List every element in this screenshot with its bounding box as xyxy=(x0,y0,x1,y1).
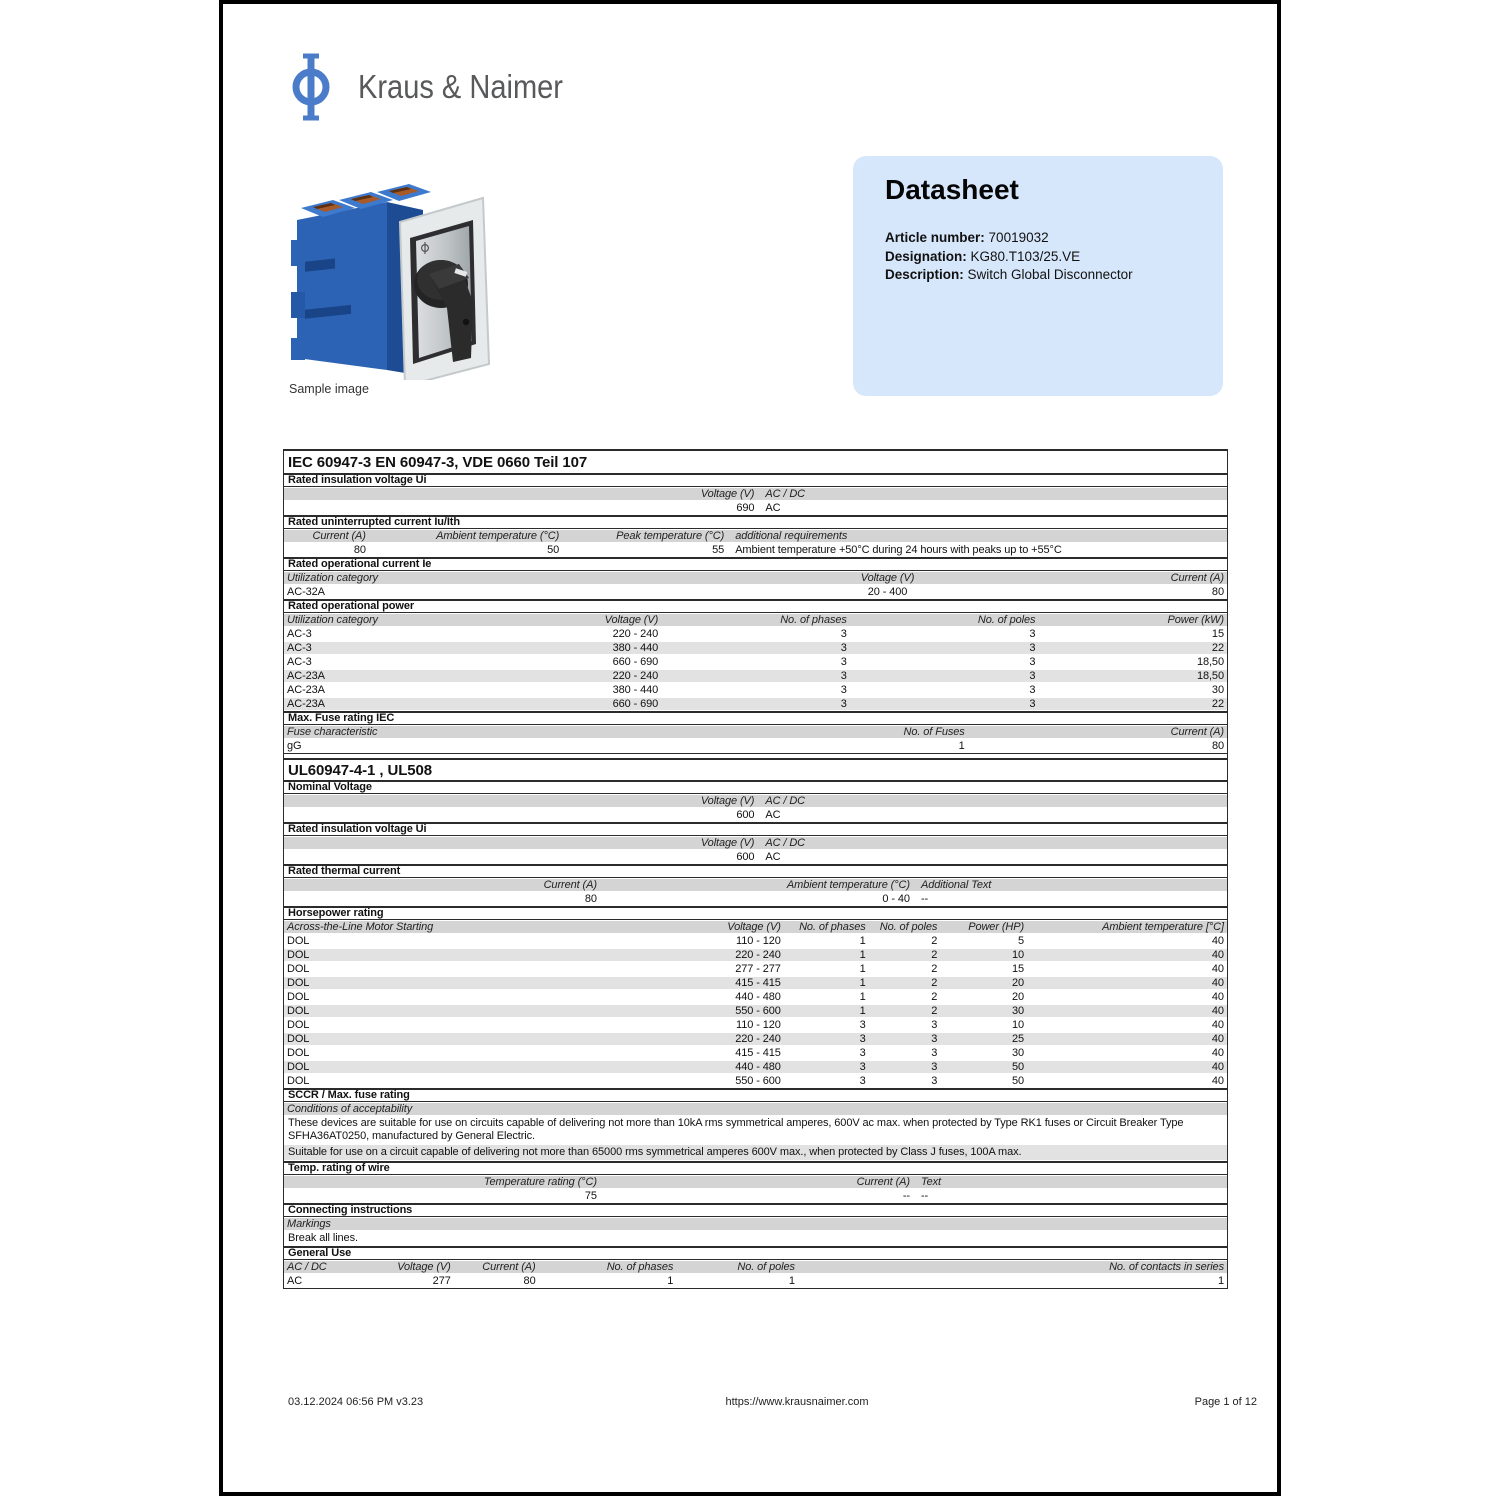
table-cell: Ambient temperature (°C) xyxy=(786,879,910,891)
table-row-head: Rated operational power xyxy=(284,599,1227,613)
table-cell: 2 xyxy=(931,963,938,975)
table-cell: 40 xyxy=(1211,1019,1224,1031)
footer-page-number: Page 1 of 12 xyxy=(1194,1396,1257,1408)
table-cell: Utilization category xyxy=(287,614,378,626)
table-cell: Current (A) xyxy=(543,879,597,891)
table-cell: 18,50 xyxy=(1196,656,1224,668)
brand-logo xyxy=(290,52,591,122)
table-cell: 75 xyxy=(584,1190,597,1202)
table-cell: AC / DC xyxy=(765,837,806,849)
table-cell: Power (kW) xyxy=(1167,614,1224,626)
table-cell: 3 xyxy=(859,1019,866,1031)
table-cell: Voltage (V) xyxy=(700,488,755,500)
table-cell: No. of phases xyxy=(799,921,866,933)
article-number-row xyxy=(885,229,1133,248)
table-cell: -- xyxy=(920,893,929,905)
table-row-cols xyxy=(284,613,1227,627)
table-cell: No. of phases xyxy=(780,614,847,626)
table-row-head: Rated insulation voltage Ui xyxy=(284,473,1227,487)
table-cell: DOL xyxy=(287,1033,310,1045)
table-cell: 40 xyxy=(1211,1033,1224,1045)
table-cell: 220 - 240 xyxy=(735,949,781,961)
table-cell: 40 xyxy=(1211,1061,1224,1073)
table-cell: Voltage (V) xyxy=(727,921,781,933)
table-cell: 3 xyxy=(1029,684,1036,696)
article-number-label: Article number: xyxy=(885,230,985,245)
table-cell: 20 xyxy=(1012,991,1025,1003)
table-cell: 3 xyxy=(931,1075,938,1087)
table-cell: 15 xyxy=(1012,963,1025,975)
footer-date: 03.12.2024 06:56 PM v3.23 xyxy=(288,1396,424,1408)
table-cell: Peak temperature (°C) xyxy=(616,530,725,542)
table-row-title: UL60947-4-1 , UL508 xyxy=(284,758,1227,780)
table-cell: DOL xyxy=(287,1005,310,1017)
table-cell: 440 - 480 xyxy=(735,991,781,1003)
table-cell: 600 xyxy=(736,851,755,863)
table-row-data xyxy=(284,1018,1227,1032)
table-cell: Across-the-Line Motor Starting xyxy=(287,921,434,933)
description-value: Switch Global Disconnector xyxy=(967,267,1133,282)
table-row-cols xyxy=(284,571,1227,585)
table-cell: DOL xyxy=(287,1047,310,1059)
table-row-cols xyxy=(284,725,1227,739)
table-cell: AC-23A xyxy=(287,698,325,710)
designation-value: KG80.T103/25.VE xyxy=(970,248,1081,264)
table-cell: 40 xyxy=(1211,977,1224,989)
description-row xyxy=(885,266,1133,285)
table-cell: 220 - 240 xyxy=(735,1033,781,1045)
table-cell: DOL xyxy=(287,1075,310,1087)
table-row-data xyxy=(284,976,1227,990)
table-cell: 277 - 277 xyxy=(735,963,781,975)
table-cell: 3 xyxy=(840,628,847,640)
table-cell: 110 - 120 xyxy=(736,1019,781,1031)
page-footer xyxy=(223,1396,1277,1412)
table-row-data xyxy=(284,627,1227,641)
table-cell: 2 xyxy=(931,977,938,989)
table-row-cols xyxy=(284,794,1227,808)
table-cell: 3 xyxy=(859,1033,866,1045)
table-cell: AC-3 xyxy=(287,642,312,654)
table-cell: 690 xyxy=(736,502,755,514)
table-cell: 660 - 690 xyxy=(612,656,659,668)
table-row-data xyxy=(284,697,1227,711)
table-cell: 0 - 40 xyxy=(882,893,910,905)
table-cell: 30 xyxy=(1012,1047,1025,1059)
table-cell: AC-23A xyxy=(287,684,325,696)
table-cell: DOL xyxy=(287,963,310,975)
table-cell: 40 xyxy=(1211,935,1224,947)
table-cell: 440 - 480 xyxy=(735,1061,781,1073)
table-cell: 40 xyxy=(1211,949,1224,961)
table-cell: Current (A) xyxy=(482,1261,536,1273)
table-cell: 80 xyxy=(523,1275,536,1287)
table-row-head: Rated thermal current xyxy=(284,864,1227,878)
datasheet-title: Datasheet xyxy=(885,174,1019,205)
table-cell: 40 xyxy=(1211,1005,1224,1017)
table-cell: -- xyxy=(902,1190,910,1202)
table-cell: 2 xyxy=(931,935,938,947)
table-cell: Current (A) xyxy=(1170,726,1224,738)
table-cell: 1 xyxy=(788,1275,795,1287)
table-cell: 18,50 xyxy=(1196,670,1224,682)
footer-url: https://www.krausnaimer.com xyxy=(725,1396,869,1408)
table-row-data xyxy=(284,1189,1227,1203)
page xyxy=(219,0,1281,1496)
table-cell: AC-23A xyxy=(287,670,325,682)
table-cell: DOL xyxy=(287,991,310,1003)
table-cell: 55 xyxy=(712,544,725,556)
table-cell: 30 xyxy=(1211,684,1224,696)
table-row-head: Rated uninterrupted current Iu/Ith xyxy=(284,515,1227,529)
product-image xyxy=(283,162,497,380)
table-cell: 40 xyxy=(1211,963,1224,975)
table-row-data xyxy=(284,850,1227,864)
article-number-value: 70019032 xyxy=(988,230,1049,245)
table-cell: AC-3 xyxy=(287,656,312,668)
table-cell: 550 - 600 xyxy=(735,1075,781,1087)
table-cell: Voltage (V) xyxy=(397,1261,451,1273)
table-cell: Current (A) xyxy=(1170,572,1224,584)
table-cell: 80 xyxy=(584,893,597,905)
table-cell: 15 xyxy=(1211,628,1224,640)
table-cell: Voltage (V) xyxy=(700,837,755,849)
table-cell: Current (A) xyxy=(312,530,366,542)
table-row-cols xyxy=(284,529,1227,543)
table-cell: 1 xyxy=(859,949,866,961)
table-row-cols xyxy=(284,836,1227,850)
sample-image-caption: Sample image xyxy=(289,382,369,396)
table-row-data xyxy=(284,1060,1227,1074)
table-cell: No. of contacts in series xyxy=(1109,1261,1224,1273)
table-cell: 220 - 240 xyxy=(612,670,659,682)
table-row-data xyxy=(284,808,1227,822)
table-row-head: Nominal Voltage xyxy=(284,780,1227,794)
table-row-title: IEC 60947-3 EN 60947-3, VDE 0660 Teil 107 xyxy=(288,453,588,471)
table-row-cols xyxy=(284,920,1227,934)
table-cell: 80 xyxy=(1211,740,1224,752)
datasheet-fields xyxy=(885,229,1133,285)
table-cell: 3 xyxy=(931,1061,938,1073)
table-row-head: Max. Fuse rating IEC xyxy=(284,711,1227,725)
table-cell: AC / DC xyxy=(765,795,806,807)
table-cell: 3 xyxy=(1029,670,1036,682)
table-cell: 40 xyxy=(1211,1047,1224,1059)
table-cell: 3 xyxy=(931,1019,938,1031)
table-cell: Current (A) xyxy=(856,1176,910,1188)
table-cell: 5 xyxy=(1018,935,1025,947)
table-cell: 3 xyxy=(931,1047,938,1059)
table-cell: No. of poles xyxy=(879,921,938,933)
table-cell: 220 - 240 xyxy=(612,628,659,640)
table-cell: 1 xyxy=(859,963,866,975)
table-row-data xyxy=(284,934,1227,948)
table-row-cols xyxy=(284,1260,1227,1274)
table-row-head: Rated operational current Ie xyxy=(284,557,1227,571)
table-cell: AC xyxy=(765,851,781,863)
table-cell: 50 xyxy=(1012,1061,1025,1073)
table-row-data xyxy=(284,641,1227,655)
table-row-text: Break all lines. xyxy=(288,1232,358,1244)
table-cell: 415 - 415 xyxy=(735,1047,781,1059)
table-cell: AC xyxy=(765,502,781,514)
datasheet-panel xyxy=(853,156,1223,396)
table-cell: 80 xyxy=(1211,586,1224,598)
table-cell: 1 xyxy=(859,977,866,989)
phi-logo-icon xyxy=(290,52,332,122)
table-cell: 2 xyxy=(931,949,938,961)
table-row-data xyxy=(284,669,1227,683)
table-row-data xyxy=(284,585,1227,599)
table-cell: 22 xyxy=(1211,698,1224,710)
table-cell: additional requirements xyxy=(735,530,848,542)
table-cell: DOL xyxy=(287,977,310,989)
table-row-data xyxy=(284,1004,1227,1018)
table-cell: Ambient temperature +50°C during 24 hours with peaks up to +55°C xyxy=(735,544,1062,556)
table-cell: AC xyxy=(765,809,781,821)
table-cell: AC xyxy=(287,1275,303,1287)
table-cell: 380 - 440 xyxy=(612,642,659,654)
table-cell: 3 xyxy=(859,1075,866,1087)
table-row-cols xyxy=(284,1217,1227,1231)
table-cell: 3 xyxy=(1029,656,1036,668)
table-cell: Conditions of acceptability xyxy=(287,1103,413,1115)
table-cell: 3 xyxy=(840,684,847,696)
table-cell: Additional Text xyxy=(920,879,992,891)
table-cell: 110 - 120 xyxy=(736,935,781,947)
table-cell: No. of phases xyxy=(606,1261,674,1273)
table-row-head: General Use xyxy=(284,1246,1227,1260)
table-cell: 80 xyxy=(353,544,366,556)
brand-name: Kraus & Naimer xyxy=(358,68,563,105)
description-label: Description: xyxy=(885,267,964,282)
table-row-data xyxy=(284,1046,1227,1060)
table-cell: 380 - 440 xyxy=(612,684,659,696)
table-cell: 20 xyxy=(1012,977,1025,989)
table-cell: 2 xyxy=(931,1005,938,1017)
table-row-data xyxy=(284,655,1227,669)
table-cell: Voltage (V) xyxy=(860,572,915,584)
table-row-data xyxy=(284,962,1227,976)
table-cell: 10 xyxy=(1012,949,1025,961)
table-cell: 277 xyxy=(432,1275,451,1287)
table-row-data xyxy=(284,1032,1227,1046)
table-cell: Ambient temperature [°C] xyxy=(1102,921,1224,933)
table-cell: 20 - 400 xyxy=(867,586,908,598)
table-cell: DOL xyxy=(287,935,310,947)
table-row-data xyxy=(284,739,1227,753)
table-cell: 10 xyxy=(1012,1019,1025,1031)
table-cell: 2 xyxy=(931,991,938,1003)
table-cell: 3 xyxy=(1029,642,1036,654)
table-cell: 1 xyxy=(667,1275,674,1287)
table-cell: 1 xyxy=(958,740,965,752)
table-cell: Text xyxy=(920,1176,941,1188)
table-row-cols xyxy=(284,1102,1227,1116)
table-cell: -- xyxy=(920,1190,929,1202)
table-row-data xyxy=(284,1274,1227,1288)
table-cell: AC / DC xyxy=(287,1261,327,1273)
table-cell: Temperature rating (°C) xyxy=(483,1176,597,1188)
table-cell: 22 xyxy=(1211,642,1224,654)
table-cell: Voltage (V) xyxy=(604,614,659,626)
table-cell: 30 xyxy=(1012,1005,1025,1017)
table-cell: Markings xyxy=(287,1218,331,1230)
table-cell: 1 xyxy=(859,991,866,1003)
table-cell: 25 xyxy=(1012,1033,1025,1045)
table-cell: 3 xyxy=(931,1033,938,1045)
table-cell: 1 xyxy=(1217,1275,1224,1287)
table-cell: 550 - 600 xyxy=(735,1005,781,1017)
table-cell: 3 xyxy=(840,670,847,682)
table-row-data xyxy=(284,948,1227,962)
table-cell: 3 xyxy=(859,1047,866,1059)
table-cell: 3 xyxy=(840,642,847,654)
spec-table xyxy=(283,449,1228,1289)
designation-row xyxy=(885,248,1133,267)
table-row-data xyxy=(284,683,1227,697)
table-row-cols xyxy=(284,487,1227,501)
table-cell: Voltage (V) xyxy=(700,795,755,807)
table-cell: AC-32A xyxy=(287,586,325,598)
table-cell: 40 xyxy=(1211,991,1224,1003)
designation-label: Designation: xyxy=(885,248,967,264)
table-row-data xyxy=(284,892,1227,906)
table-cell: 660 - 690 xyxy=(612,698,659,710)
table-cell: No. of poles xyxy=(737,1261,795,1273)
table-cell: DOL xyxy=(287,949,310,961)
table-cell: 3 xyxy=(1029,698,1036,710)
table-cell: 3 xyxy=(859,1061,866,1073)
table-row-data xyxy=(284,501,1227,515)
table-cell: gG xyxy=(287,740,302,752)
table-row-text: These devices are suitable for use on circuits capable of delivering not more than 10kA rms symmetrical amperes, 600V ac max. when protected by Type RK1 fuses or Circuit Breaker Type SFHA36AT0250, manufactured by General Electric. xyxy=(288,1117,1184,1142)
table-cell: Utilization category xyxy=(287,572,378,584)
table-row-head: Rated insulation voltage Ui xyxy=(284,822,1227,836)
table-cell: Ambient temperature (°C) xyxy=(436,530,560,542)
table-cell: No. of poles xyxy=(977,614,1036,626)
table-row-cols xyxy=(284,878,1227,892)
table-row-cols xyxy=(284,1175,1227,1189)
table-cell: Fuse characteristic xyxy=(287,726,378,738)
table-cell: 3 xyxy=(1029,628,1036,640)
table-row-head: Temp. rating of wire xyxy=(284,1161,1227,1175)
table-row-data xyxy=(284,543,1227,557)
table-cell: Power (HP) xyxy=(968,921,1025,933)
table-row-head: Horsepower rating xyxy=(284,906,1227,920)
table-row-data xyxy=(284,990,1227,1004)
table-row-head: Connecting instructions xyxy=(284,1203,1227,1217)
table-cell: 40 xyxy=(1211,1075,1224,1087)
table-cell: No. of Fuses xyxy=(903,726,965,738)
table-row-text: Suitable for use on a circuit capable of delivering not more than 65000 rms symmetrical amperes 600V max., when protected by Class J fuses, 100A max. xyxy=(284,1144,1227,1161)
table-cell: 50 xyxy=(547,544,560,556)
table-cell: AC-3 xyxy=(287,628,312,640)
table-cell: 415 - 415 xyxy=(735,977,781,989)
table-cell: DOL xyxy=(287,1019,310,1031)
table-cell: 50 xyxy=(1012,1075,1025,1087)
table-row-data xyxy=(284,1074,1227,1088)
table-cell: 1 xyxy=(859,935,866,947)
table-cell: 3 xyxy=(840,656,847,668)
table-cell: AC / DC xyxy=(765,488,806,500)
table-cell: 600 xyxy=(736,809,755,821)
table-cell: DOL xyxy=(287,1061,310,1073)
table-cell: 1 xyxy=(859,1005,866,1017)
table-row-head: SCCR / Max. fuse rating xyxy=(284,1088,1227,1102)
table-cell: 3 xyxy=(840,698,847,710)
